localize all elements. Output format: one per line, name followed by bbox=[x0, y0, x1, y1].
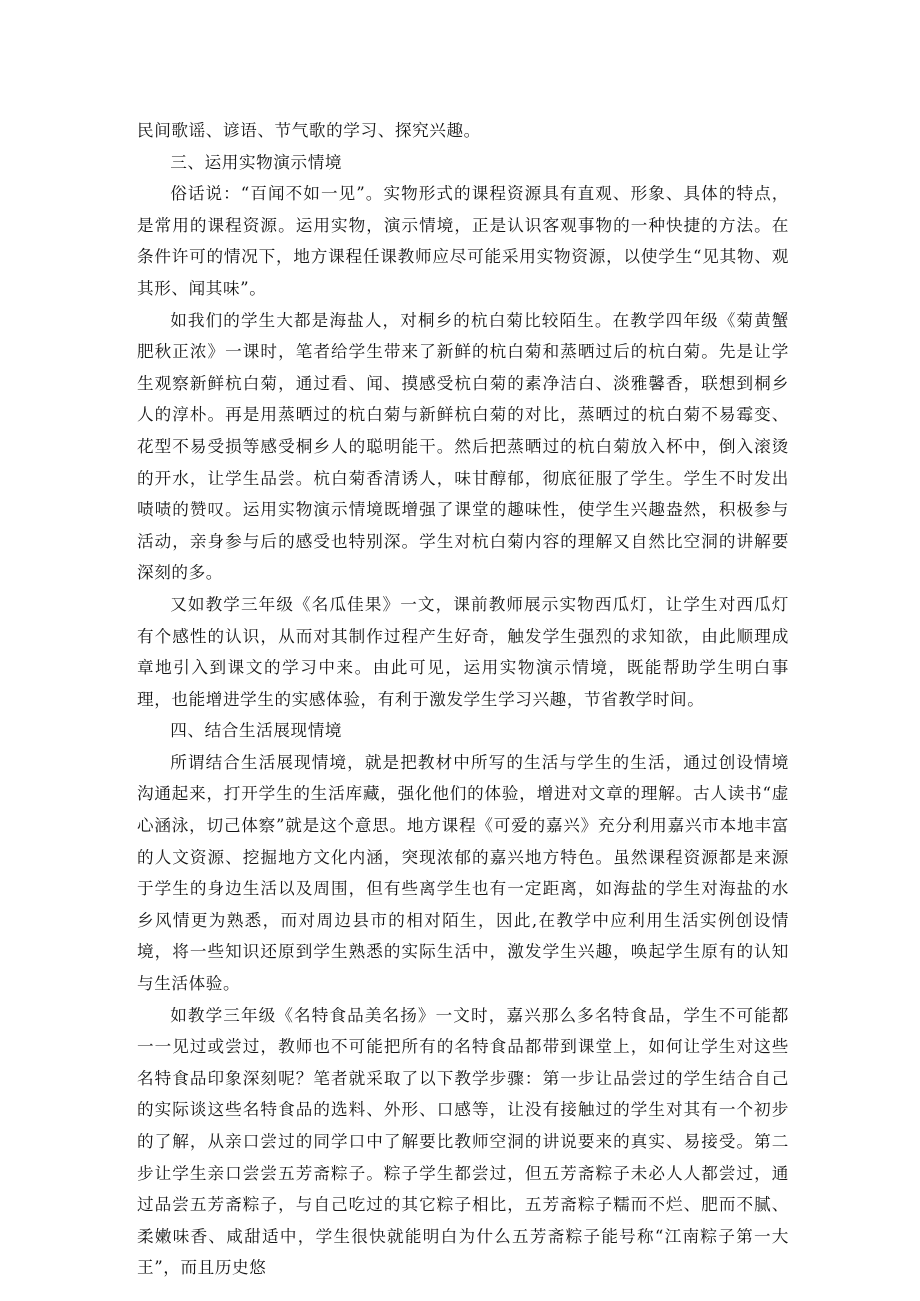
paragraph: 俗话说：“百闻不如一见”。实物形式的课程资源具有直观、形象、具体的特点，是常用的课程资源。运用实物，演示情境，正是认识客观事物的一种快捷的方法。在条件许可的情况下，地方课程任课教师应尽可能采用实物资源，以使学生“见其物、观其形、闻其味”。 bbox=[137, 184, 789, 298]
paragraph: 如我们的学生大都是海盐人，对桐乡的杭白菊比较陌生。在教学四年级《菊黄蟹肥秋正浓》一课时，笔者给学生带来了新鲜的杭白菊和蒸晒过后的杭白菊。先是让学生观察新鲜杭白菊，通过看、闻、摸感受杭白菊的素净洁白、淡雅馨香，联想到桐乡人的淳朴。再是用蒸晒过的杭白菊与新鲜杭白菊的对比，蒸晒过的杭白菊不易霉变、花型不易受损等感受桐乡人的聪明能干。然后把蒸晒过的杭白菊放入杯中，倒入滚烫的开水，让学生品尝。杭白菊香清诱人，味甘醇郁，彻底征服了学生。学生不时发出啧啧的赞叹。运用实物演示情境既增强了课堂的趣味性，使学生兴趣盎然，积极参与活动，亲身参与后的感受也特别深。学生对杭白菊内容的理解又自然比空洞的讲解要深刻的多。 bbox=[137, 310, 789, 583]
paragraph: 所谓结合生活展现情境，就是把教材中所写的生活与学生的生活，通过创设情境沟通起来，打开学生的生活库藏，强化他们的体验，增进对文章的理解。古人读书“虚心涵泳，切己体察”就是这个意思。地方课程《可爱的嘉兴》充分利用嘉兴市本地丰富的人文资源、挖掘地方文化内涵，突现浓郁的嘉兴地方特色。虽然课程资源都是来源于学生的身边生活以及周围，但有些离学生也有一定距离，如海盐的学生对海盐的水乡风情更为熟悉，而对周边县市的相对陌生，因此,在教学中应利用生活实例创设情境，将一些知识还原到学生熟悉的实际生活中，激发学生兴趣，唤起学生原有的认知与生活体验。 bbox=[137, 752, 789, 994]
paragraph: 如教学三年级《名特食品美名扬》一文时，嘉兴那么多名特食品，学生不可能都一一见过或尝过，教师也不可能把所有的名特食品都带到课堂上，如何让学生对这些名特食品印象深刻呢？笔者就采取了以下教学步骤：第一步让品尝过的学生结合自己的实际谈这些名特食品的选料、外形、口感等，让没有接触过的学生对其有一个初步的了解，从亲口尝过的同学口中了解要比教师空洞的讲说要来的真实、易接受。第二步让学生亲口尝尝五芳斋粽子。粽子学生都尝过，但五芳斋粽子未必人人都尝过，通过品尝五芳斋粽子，与自己吃过的其它粽子相比，五芳斋粽子糯而不烂、肥而不腻、柔嫩味香、咸甜适中，学生很快就能明白为什么五芳斋粽子能号称“江南粽子第一大王”，而且历史悠 bbox=[137, 1005, 789, 1278]
paragraph-continuation: 民间歌谣、谚语、节气歌的学习、探究兴趣。 bbox=[137, 121, 481, 140]
body-text bbox=[137, 115, 789, 1284]
section-heading-3: 三、运用实物演示情境 bbox=[170, 152, 343, 172]
section-heading-4: 四、结合生活展现情境 bbox=[170, 721, 343, 741]
paragraph: 又如教学三年级《名瓜佳果》一文，课前教师展示实物西瓜灯，让学生对西瓜灯有个感性的认识，从而对其制作过程产生好奇，触发学生强烈的求知欲，由此顺理成章地引入到课文的学习中来。由此可见，运用实物演示情境，既能帮助学生明白事理，也能增进学生的实感体验，有利于激发学生学习兴趣，节省教学时间。 bbox=[137, 594, 789, 709]
